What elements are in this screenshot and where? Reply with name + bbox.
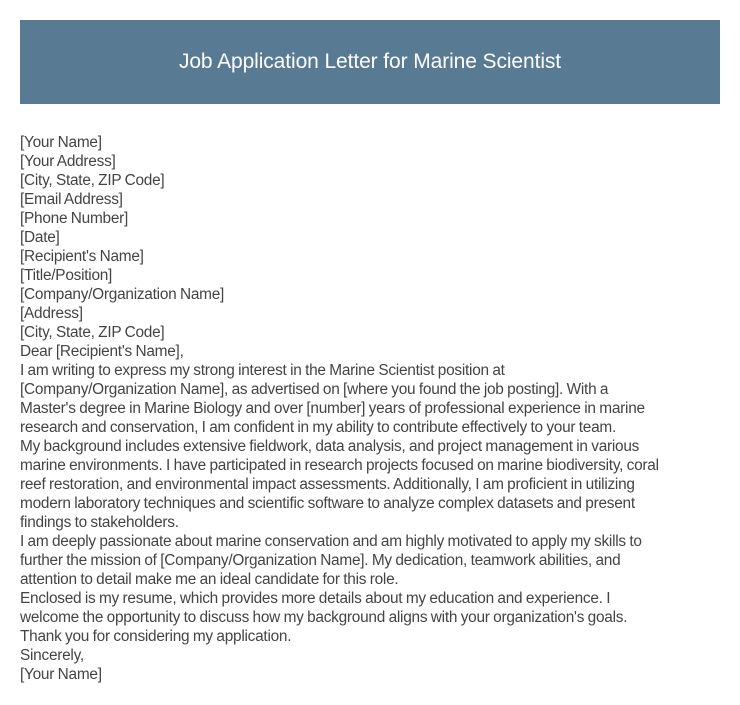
letter-date: [Date] — [20, 229, 60, 246]
paragraph-line: findings to stakeholders. — [20, 514, 179, 531]
salutation: Dear [Recipient's Name], — [20, 343, 184, 360]
paragraph-thanks — [20, 627, 725, 646]
paragraph-line: research and conservation, I am confident in my ability to contribute effectively to your team. — [20, 419, 617, 436]
title-banner — [20, 20, 720, 104]
sender-email: [Email Address] — [20, 191, 123, 208]
paragraph-background — [20, 437, 725, 532]
recipient-title: [Title/Position] — [20, 267, 113, 284]
paragraph-line: modern laboratory techniques and scientific software to analyze complex datasets and present — [20, 495, 635, 512]
sender-address: [Your Address] — [20, 153, 116, 170]
paragraph-line: My background includes extensive fieldwork, data analysis, and project management in various — [20, 438, 640, 455]
paragraph-intro — [20, 361, 725, 437]
sender-block — [20, 133, 725, 247]
recipient-company: [Company/Organization Name] — [20, 286, 225, 303]
sender-city-state-zip: [City, State, ZIP Code] — [20, 172, 165, 189]
paragraph-line: attention to detail make me an ideal candidate for this role. — [20, 571, 399, 588]
recipient-name: [Recipient's Name] — [20, 248, 144, 265]
recipient-address: [Address] — [20, 305, 83, 322]
paragraph-line: I am writing to express my strong interest in the Marine Scientist position at — [20, 362, 505, 379]
page-title: Job Application Letter for Marine Scientist — [178, 50, 562, 73]
paragraph-line: Thank you for considering my application. — [20, 628, 292, 645]
paragraph-line: marine environments. I have participated in research projects focused on marine biodiversity, coral — [20, 457, 659, 474]
paragraph-line: [Company/Organization Name], as advertised on [where you found the job posting]. With a — [20, 381, 609, 398]
paragraph-motivation — [20, 532, 725, 589]
paragraph-line: welcome the opportunity to discuss how my background aligns with your organization's goals. — [20, 609, 628, 626]
sender-phone: [Phone Number] — [20, 210, 129, 227]
recipient-block — [20, 247, 725, 342]
letter-body — [20, 133, 725, 684]
closing: Sincerely, — [20, 647, 84, 664]
signature: [Your Name] — [20, 666, 102, 683]
paragraph-line: I am deeply passionate about marine conservation and am highly motivated to apply my skills to — [20, 533, 642, 550]
paragraph-line: reef restoration, and environmental impact assessments. Additionally, I am proficient in utilizing — [20, 476, 635, 493]
paragraph-line: Master's degree in Marine Biology and over [number] years of professional experience in marine — [20, 400, 645, 417]
paragraph-line: Enclosed is my resume, which provides more details about my education and experience. I — [20, 590, 611, 607]
sender-name: [Your Name] — [20, 134, 102, 151]
paragraph-line: further the mission of [Company/Organization Name]. My dedication, teamwork abilities, and — [20, 552, 621, 569]
recipient-city-state-zip: [City, State, ZIP Code] — [20, 324, 165, 341]
paragraph-enclosure — [20, 589, 725, 627]
